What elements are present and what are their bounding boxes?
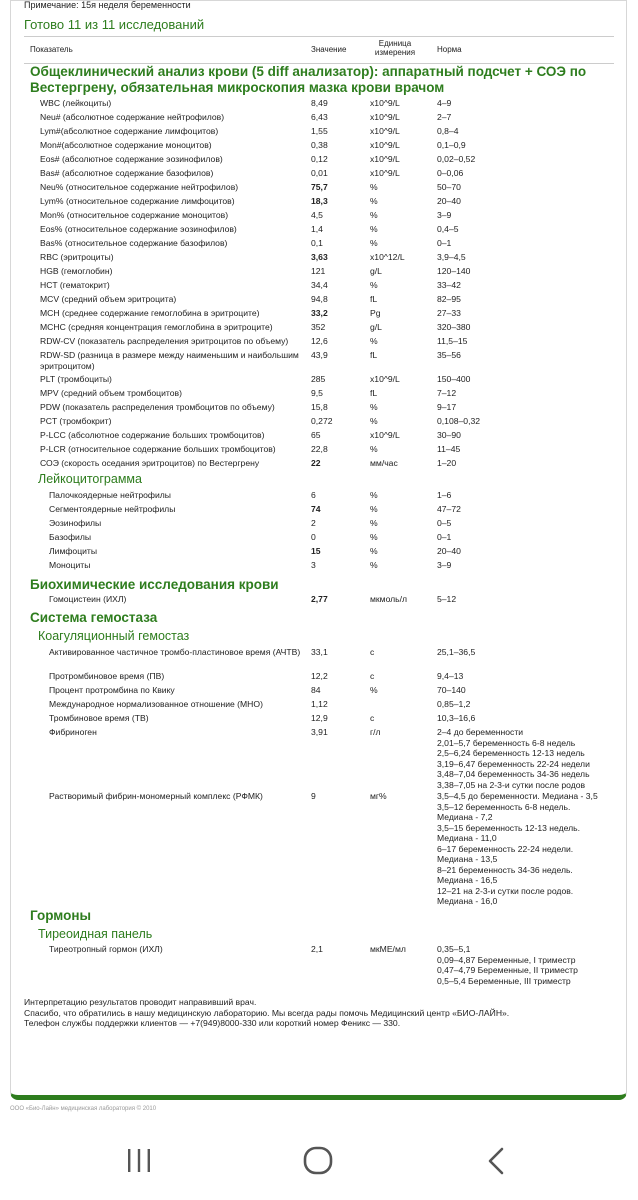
row-value: 1,12: [311, 699, 328, 709]
row-unit: %: [370, 280, 378, 290]
row-norm: 150–400: [437, 374, 471, 384]
row-indicator: Растворимый фибрин-мономерный комплекс (РФМК): [49, 791, 263, 801]
row-indicator: Сегментоядерные нейтрофилы: [49, 504, 176, 514]
header-norm: Норма: [437, 45, 462, 54]
row-norm: 70–140: [437, 685, 466, 695]
copyright: ООО «Био-Лайн» медицинская лаборатория © 2010: [10, 1106, 157, 1112]
row-value: 3,91: [311, 727, 328, 737]
home-icon: [302, 1146, 334, 1176]
row-norm: 0,02–0,52: [437, 154, 476, 164]
home-button[interactable]: [288, 1146, 348, 1176]
row-norm: 3–9: [437, 560, 452, 570]
row-value: 22,8: [311, 444, 328, 454]
row-unit: Pg: [370, 308, 381, 318]
row-indicator: MPV (средний объем тромбоцитов): [40, 388, 182, 398]
row-indicator: Международное нормализованное отношение (МНО): [49, 699, 263, 709]
row-indicator: RDW-SD (разница в размере между наименьшим и наибольшим эритроцитом): [40, 350, 299, 371]
row-indicator: Mon% (относительное содержание моноцитов): [40, 210, 229, 220]
row-value: 3: [311, 560, 316, 570]
row-indicator: PCT (тромбокрит): [40, 416, 112, 426]
row-norm: 0–1: [437, 238, 452, 248]
row-norm: 50–70: [437, 182, 461, 192]
row-norm: 1–6: [437, 490, 452, 500]
row-indicator: Протромбиновое время (ПВ): [49, 671, 165, 681]
row-unit: %: [370, 685, 378, 695]
row-value: 12,9: [311, 713, 328, 723]
row-indicator: PDW (показатель распределения тромбоцитов по объему): [40, 402, 275, 412]
row-unit: %: [370, 224, 378, 234]
row-unit: с: [370, 647, 375, 657]
back-button[interactable]: [466, 1146, 526, 1176]
row-norm: 35–56: [437, 350, 461, 360]
row-value: 0: [311, 532, 316, 542]
row-value: 74: [311, 504, 321, 514]
row-indicator: Активированное частичное тромбо-пластиновое время (АЧТВ): [49, 647, 301, 657]
row-value: 121: [311, 266, 326, 276]
row-indicator: WBC (лейкоциты): [40, 98, 112, 108]
row-value: 2,1: [311, 944, 323, 954]
row-norm: 0,4–5: [437, 224, 459, 234]
row-norm: 0,108–0,32: [437, 416, 481, 426]
row-norm: 30–90: [437, 430, 461, 440]
row-value: 2: [311, 518, 316, 528]
row-norm: 10,3–16,6: [437, 713, 476, 723]
row-unit: x10^9/L: [370, 168, 400, 178]
row-value: 65: [311, 430, 321, 440]
row-indicator: Тиреотропный гормон (ИХЛ): [49, 944, 163, 954]
row-norm: 120–140: [437, 266, 471, 276]
row-indicator: RBC (эритроциты): [40, 252, 114, 262]
row-unit: %: [370, 518, 378, 528]
row-unit: x10^12/L: [370, 252, 405, 262]
row-unit: %: [370, 336, 378, 346]
row-unit: fL: [370, 388, 378, 398]
row-indicator: Эозинофилы: [49, 518, 102, 528]
row-norm: 9–17: [437, 402, 457, 412]
row-unit: %: [370, 490, 378, 500]
row-norm: 33–42: [437, 280, 461, 290]
row-value: 0,272: [311, 416, 333, 426]
row-value: 352: [311, 322, 326, 332]
row-indicator: Палочкоядерные нейтрофилы: [49, 490, 171, 500]
row-norm: 3–9: [437, 210, 452, 220]
row-value: 0,12: [311, 154, 328, 164]
header-unit: Единица измерения: [374, 39, 416, 57]
row-unit: %: [370, 532, 378, 542]
row-unit: x10^9/L: [370, 374, 400, 384]
row-indicator: RDW-CV (показатель распределения эритроцитов по объему): [40, 336, 289, 346]
row-unit: с: [370, 671, 375, 681]
row-value: 12,6: [311, 336, 328, 346]
row-indicator: Neu% (относительное содержание нейтрофилов): [40, 182, 239, 192]
row-norm: 20–40: [437, 546, 461, 556]
row-unit: %: [370, 560, 378, 570]
row-unit: fL: [370, 350, 378, 360]
row-value: 33,2: [311, 308, 328, 318]
footer-text: [24, 997, 509, 1029]
row-indicator: Mon#(абсолютное содержание моноцитов): [40, 140, 212, 150]
row-indicator: MCV (средний объем эритроцита): [40, 294, 177, 304]
row-value: 0,38: [311, 140, 328, 150]
row-value: 33,1: [311, 647, 328, 657]
row-norm: 2–7: [437, 112, 452, 122]
row-unit: %: [370, 416, 378, 426]
row-value: 6,43: [311, 112, 328, 122]
row-value: 15: [311, 546, 321, 556]
row-norm: 9,4–13: [437, 671, 464, 681]
section-coagulation: Коагуляционный гемостаз: [38, 629, 190, 643]
row-unit: fL: [370, 294, 378, 304]
row-norm: 4–9: [437, 98, 452, 108]
section-hormones: Гормоны: [30, 908, 92, 923]
row-norm: 11,5–15: [437, 336, 468, 346]
row-norm: 0,8–4: [437, 126, 459, 136]
row-norm: 82–95: [437, 294, 461, 304]
row-value: 34,4: [311, 280, 328, 290]
row-norm: 27–33: [437, 308, 461, 318]
row-norm: 1–20: [437, 458, 457, 468]
row-indicator: Фибриноген: [49, 727, 97, 737]
row-indicator: СОЭ (скорость оседания эритроцитов) по Вестергрену: [40, 458, 260, 468]
row-norm: 47–72: [437, 504, 461, 514]
row-indicator: Lym% (относительное содержание лимфоцитов): [40, 196, 235, 206]
row-indicator: P-LCR (относительное содержание больших тромбоцитов): [40, 444, 276, 454]
row-value: 0,01: [311, 168, 328, 178]
row-value: 22: [311, 458, 321, 468]
completion-status: Готово 11 из 11 исследований: [24, 17, 205, 32]
row-indicator: Bas% (относительное содержание базофилов): [40, 238, 228, 248]
row-indicator: Eos# (абсолютное содержание эозинофилов): [40, 154, 223, 164]
row-value: 18,3: [311, 196, 328, 206]
row-norm: 0,35–5,1 0,09–4,87 Беременные, I триместр 0,47–4,79 Беременные, II триместр 0,5–5,4 Беременные, III триместр: [437, 944, 578, 986]
row-norm: 0,85–1,2: [437, 699, 471, 709]
row-unit: с: [370, 713, 375, 723]
row-value: 3,63: [311, 252, 328, 262]
row-unit: x10^9/L: [370, 126, 400, 136]
row-value: 6: [311, 490, 316, 500]
row-norm: 20–40: [437, 196, 461, 206]
row-unit: x10^9/L: [370, 154, 400, 164]
row-unit: %: [370, 504, 378, 514]
row-norm: 7–12: [437, 388, 457, 398]
row-indicator: PLT (тромбоциты): [40, 374, 112, 384]
row-unit: мкмоль/л: [370, 594, 408, 604]
row-indicator: Лимфоциты: [49, 546, 98, 556]
row-unit: g/L: [370, 322, 382, 332]
row-unit: %: [370, 196, 378, 206]
row-norm: 11–45: [437, 444, 461, 454]
row-unit: x10^9/L: [370, 430, 400, 440]
row-unit: x10^9/L: [370, 112, 400, 122]
row-unit: %: [370, 238, 378, 248]
row-indicator: Моноциты: [49, 560, 91, 570]
row-indicator: MCH (среднее содержание гемоглобина в эритроците): [40, 308, 260, 318]
row-value: 9: [311, 791, 316, 801]
footer-message: Интерпретацию результатов проводит направивший врач. Спасибо, что обратились в нашу медицинскую лабораторию. Мы всегда рады помочь Медицинский центр «БИО-ЛАЙН». Телефон службы поддержки клиентов — +7(949)8000-330 или короткий номер Феникс — 330.: [24, 997, 510, 1028]
row-unit: %: [370, 546, 378, 556]
row-unit: мкМЕ/мл: [370, 944, 406, 954]
row-norm: 25,1–36,5: [437, 647, 476, 657]
row-value: 285: [311, 374, 326, 384]
android-nav-bar: [0, 1120, 638, 1200]
row-value: 2,77: [311, 594, 328, 604]
row-norm: 2–4 до беременности 2,01–5,7 беременность 6-8 недель 2,5–6,24 беременность 12-13 недель 3,19–6,47 беременность 22-24 недели 3,48–7,04 беременность 34-36 недель 3,38–7,05 на 2-3-и сутки после родов: [437, 727, 590, 790]
header-indicator: Показатель: [30, 45, 73, 54]
row-indicator: P-LCC (абсолютное содержание больших тромбоцитов): [40, 430, 265, 440]
row-value: 75,7: [311, 182, 328, 192]
row-value: 94,8: [311, 294, 328, 304]
section-biochemistry: Биохимические исследования крови: [30, 577, 279, 592]
row-indicator: Eos% (относительное содержание эозинофилов): [40, 224, 237, 234]
section-thyroid-panel: Тиреоидная панель: [38, 927, 153, 941]
row-value: 43,9: [311, 350, 328, 360]
row-value: 9,5: [311, 388, 323, 398]
pregnancy-note: Примечание: 15я неделя беременности: [24, 0, 191, 10]
row-unit: %: [370, 210, 378, 220]
row-norm: 0–0,06: [437, 168, 464, 178]
back-icon: [484, 1146, 508, 1176]
row-norm: 5–12: [437, 594, 457, 604]
row-unit: g/L: [370, 266, 382, 276]
row-norm: 3,5–4,5 до беременности. Медиана - 3,5 3,5–12 беременность 6-8 недель. Медиана - 7,2 3,5–15 беременность 12-13 недель. Медиана - 11,0 6–17 беременность 22-24 недели. Медиана - 13,5 8–21 беременность 34-36 недель. Медиана - 16,5 12–21 на 2-3-и сутки после родов. Медиана - 16,0: [437, 791, 598, 906]
row-indicator: Базофилы: [49, 532, 92, 542]
row-unit: мг%: [370, 791, 387, 801]
row-indicator: Bas# (абсолютное содержание базофилов): [40, 168, 214, 178]
row-value: 15,8: [311, 402, 328, 412]
section-cbc: Общеклинический анализ крови (5 diff анализатор): аппаратный подсчет + СОЭ по Вестергрену, обязательная микроскопия мазка крови врачом: [30, 64, 587, 95]
row-norm: 0,1–0,9: [437, 140, 466, 150]
section-hemostasis: Система гемостаза: [30, 610, 158, 625]
row-value: 84: [311, 685, 321, 695]
row-indicator: HGB (гемоглобин): [40, 266, 113, 276]
section-leukogram: Лейкоцитограмма: [38, 472, 142, 486]
table-header: [24, 36, 614, 64]
row-norm: 3,9–4,5: [437, 252, 466, 262]
row-value: 8,49: [311, 98, 328, 108]
recent-apps-icon: [124, 1147, 154, 1175]
row-norm: 320–380: [437, 322, 471, 332]
row-indicator: Lym#(абсолютное содержание лимфоцитов): [40, 126, 219, 136]
row-value: 1,55: [311, 126, 328, 136]
row-indicator: Neu# (абсолютное содержание нейтрофилов): [40, 112, 225, 122]
row-value: 12,2: [311, 671, 328, 681]
row-indicator: MCHC (средняя концентрация гемоглобина в эритроците): [40, 322, 273, 332]
header-value: Значение: [311, 45, 347, 54]
row-unit: г/л: [370, 727, 381, 737]
row-value: 1,4: [311, 224, 323, 234]
row-indicator: Тромбиновое время (ТВ): [49, 713, 149, 723]
row-unit: %: [370, 402, 378, 412]
row-unit: %: [370, 182, 378, 192]
row-indicator: Процент протромбина по Квику: [49, 685, 175, 695]
row-norm: 0–5: [437, 518, 452, 528]
row-unit: x10^9/L: [370, 98, 400, 108]
row-indicator: Гомоцистеин (ИХЛ): [49, 594, 127, 604]
row-norm: 0–1: [437, 532, 452, 542]
row-value: 4,5: [311, 210, 323, 220]
row-unit: %: [370, 444, 378, 454]
row-unit: мм/час: [370, 458, 398, 468]
row-value: 0,1: [311, 238, 323, 248]
recent-apps-button[interactable]: [109, 1146, 169, 1176]
row-unit: x10^9/L: [370, 140, 400, 150]
row-indicator: HCT (гематокрит): [40, 280, 110, 290]
